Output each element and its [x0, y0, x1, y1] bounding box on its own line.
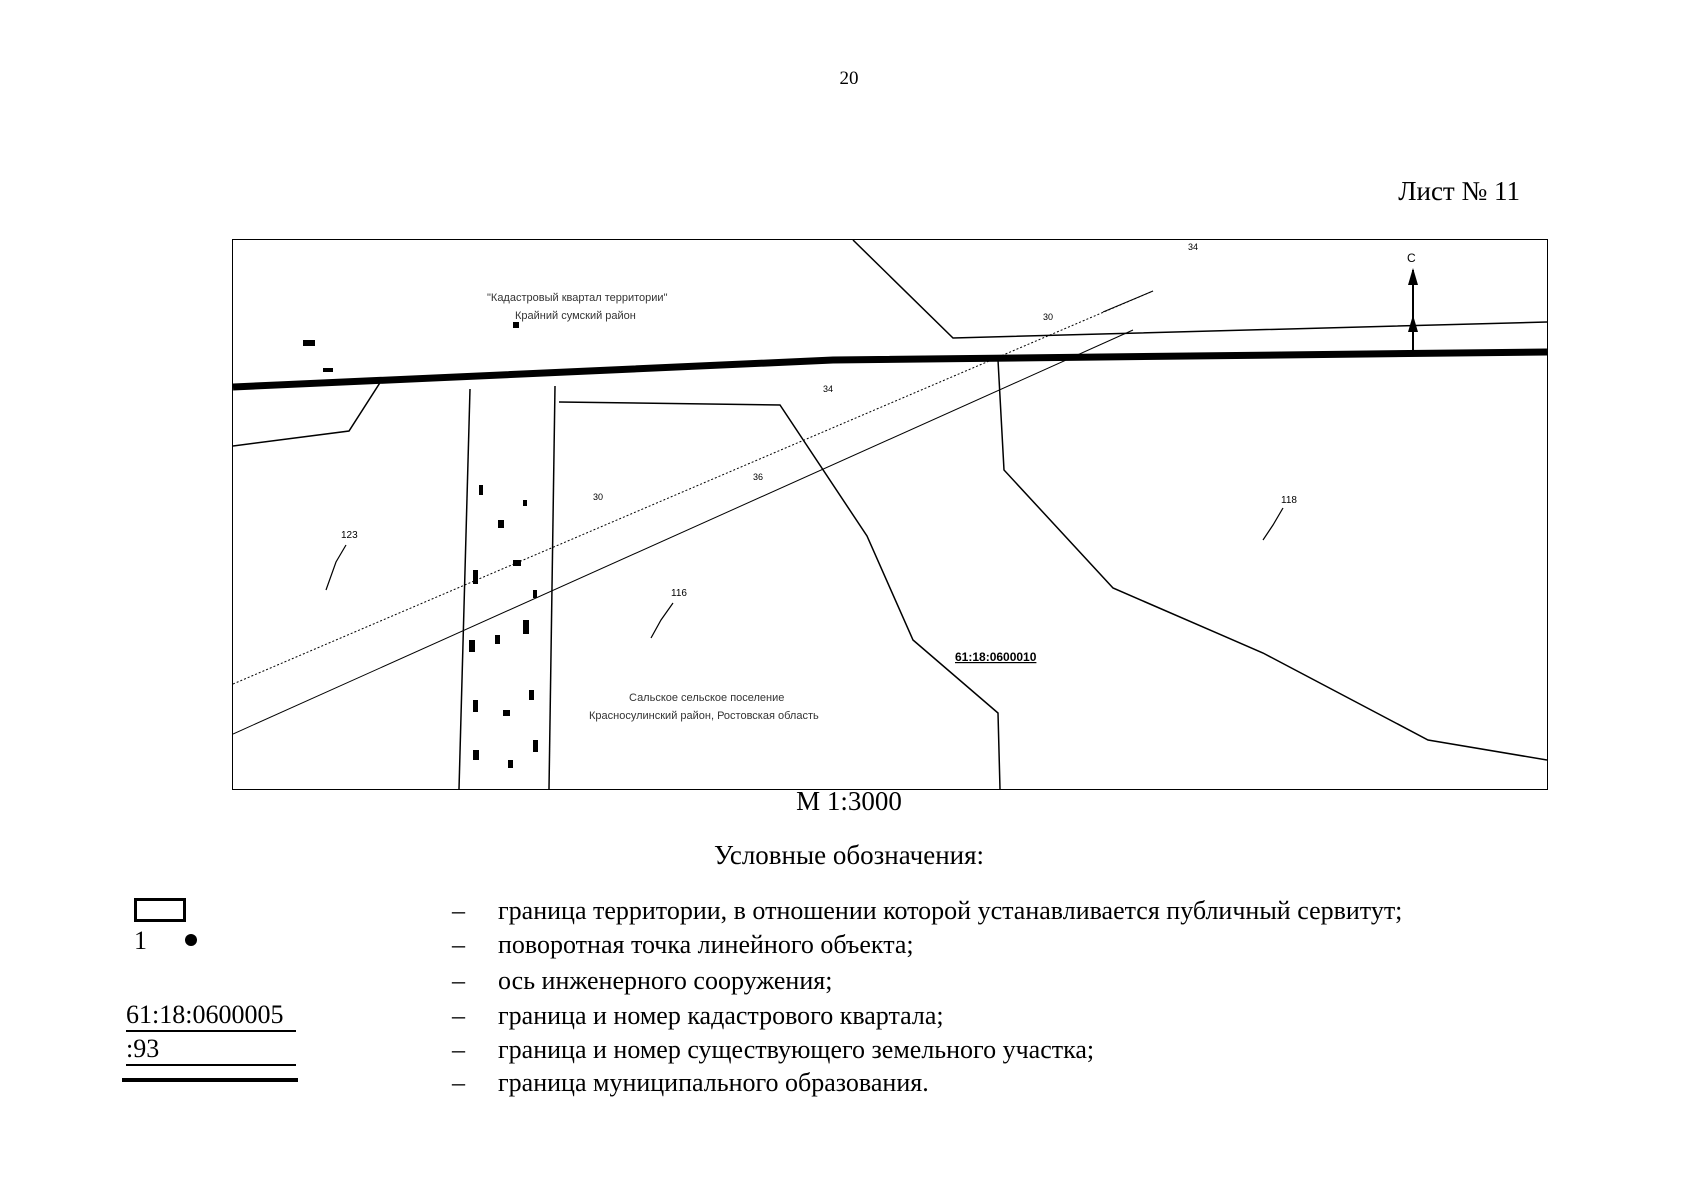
map-scale: М 1:3000 — [796, 786, 902, 816]
parcel-label-leader — [1263, 508, 1283, 540]
parcel-label: 123 — [341, 530, 358, 541]
point-label: 36 — [753, 472, 764, 482]
area-caption: "Кадастровый квартал территории" — [487, 292, 668, 304]
easement-boundary — [233, 330, 1133, 734]
parcel-label: 118 — [1281, 495, 1297, 506]
road-strip — [459, 389, 470, 789]
point-label: 34 — [823, 384, 834, 394]
parcel-number-symbol: :93 — [126, 1034, 296, 1066]
cadastral-quarter-label: 61:18:0600010 — [955, 650, 1037, 664]
legend-item: – граница и номер кадастрового квартала; — [452, 1001, 944, 1030]
point-label: 30 — [593, 492, 604, 502]
north-arrow-icon — [1408, 268, 1418, 355]
point-number-symbol: 1 — [134, 926, 147, 955]
road-texture — [303, 322, 538, 768]
parcel-label: 116 — [671, 588, 687, 599]
road-strip — [549, 386, 555, 789]
easement-boundary-symbol — [134, 898, 186, 922]
parcel-label-leader — [326, 545, 346, 590]
legend-item: – поворотная точка линейного объекта; — [452, 930, 914, 959]
sheet-label: Лист № 11 — [1398, 176, 1520, 206]
parcel-boundary — [559, 402, 1000, 789]
municipal-boundary-symbol — [122, 1078, 298, 1082]
legend-item: – граница и номер существующего земельного участка; — [452, 1035, 1095, 1064]
area-caption: Крайний сумский район — [515, 310, 636, 322]
area-caption: Красносулинский район, Ростовская область — [589, 710, 819, 722]
parcel-boundary — [998, 360, 1547, 760]
legend-item: – ось инженерного сооружения; — [452, 966, 833, 995]
legend-title: Условные обозначения: — [713, 840, 985, 870]
area-caption: Сальское сельское поселение — [629, 692, 785, 704]
map-frame — [232, 239, 1548, 790]
parcel-boundary — [853, 240, 1547, 338]
north-letter: С — [1407, 251, 1416, 265]
cadastral-map — [233, 240, 1547, 789]
point-dot-icon — [185, 934, 197, 946]
legend-item: – граница муниципального образования. — [452, 1068, 929, 1097]
easement-boundary — [233, 291, 1153, 684]
page-number: 20 — [839, 68, 859, 89]
easement-boundary — [1103, 291, 1153, 312]
quarter-number-symbol: 61:18:0600005 — [126, 1000, 296, 1032]
municipal-boundary — [233, 352, 1547, 387]
legend-item: – граница территории, в отношении которой устанавливается публичный сервитут; — [452, 896, 1403, 925]
point-label: 34 — [1188, 242, 1199, 252]
point-label: 30 — [1043, 312, 1054, 322]
parcel-label-leader — [651, 603, 673, 638]
